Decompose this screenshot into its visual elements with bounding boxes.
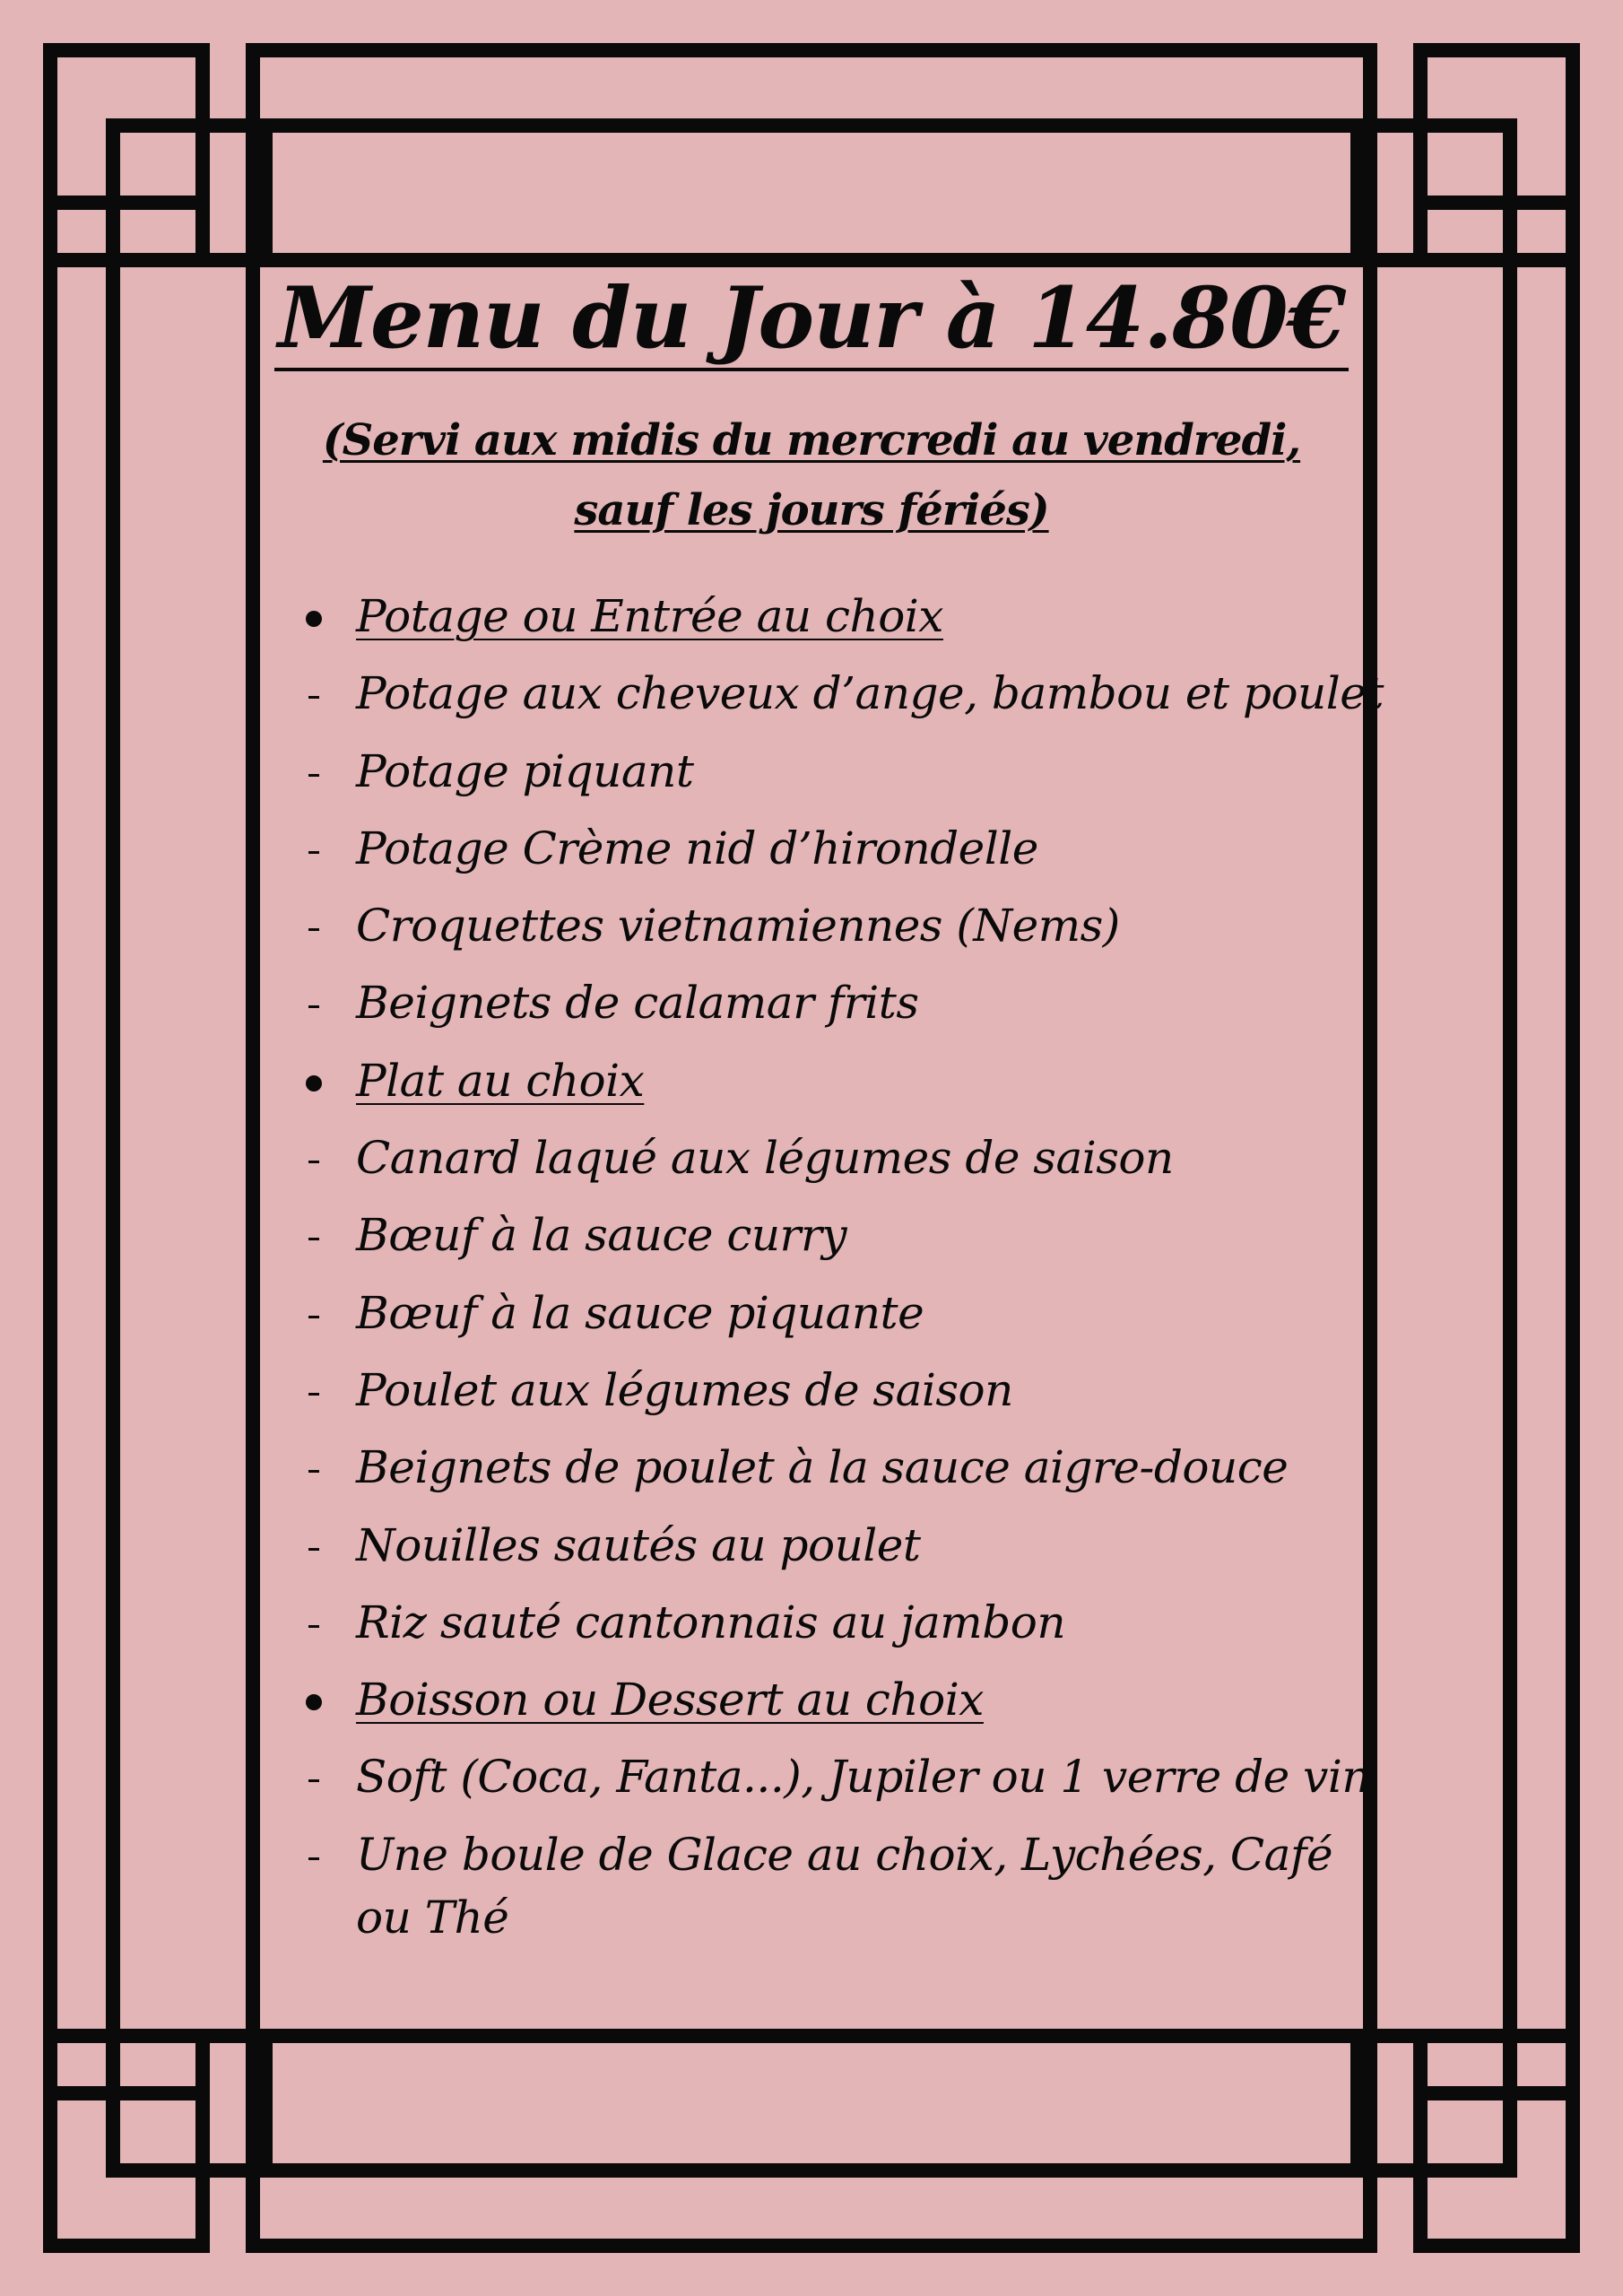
- list-item: [296, 1202, 1372, 1279]
- list-item: [296, 1434, 1372, 1511]
- list-item-text: Poulet aux légumes de saison: [356, 1363, 1013, 1416]
- list-item-text: Potage Crème nid d’hirondelle: [356, 822, 1038, 874]
- corner-ornament-top-left: [50, 50, 265, 260]
- corner-ornament-top-right: [1358, 50, 1573, 260]
- menu-subtitle-line-2: sauf les jours fériés): [574, 485, 1049, 535]
- menu-subtitle-line-1: (Servi aux midis du mercredi au vendredi,: [322, 415, 1301, 465]
- list-item-text: Canard laqué aux légumes de saison: [356, 1132, 1174, 1185]
- section-heading-text: Boisson ou Dessert au choix: [356, 1674, 984, 1726]
- list-item-text: Potage aux cheveux d’ange, bambou et poulet: [356, 667, 1384, 720]
- corner-ornament-bottom-right: [1358, 2036, 1573, 2246]
- list-item: [296, 1744, 1372, 1821]
- list-item-text: Nouilles sautés au poulet: [356, 1518, 921, 1571]
- list-item: [296, 1589, 1372, 1666]
- list-item: [296, 1512, 1372, 1589]
- list-item-text: Bœuf à la sauce curry: [356, 1209, 847, 1262]
- menu-list: [296, 583, 1384, 1949]
- section-heading-text: Potage ou Entrée au choix: [356, 590, 943, 642]
- list-item-text: Une boule de Glace au choix, Lychées, Café ou Thé: [356, 1828, 1333, 1944]
- list-item-text: Soft (Coca, Fanta...), Jupiler ou 1 verre de vin: [356, 1751, 1371, 1804]
- section-heading-starter: [296, 583, 1372, 660]
- list-item: [296, 1822, 1372, 1949]
- section-heading-drink-dessert: [296, 1666, 1372, 1744]
- menu-title-text: Menu du Jour à 14.80€: [274, 269, 1349, 371]
- menu-title: [0, 269, 1623, 368]
- corner-ornament-bottom-left: [50, 2036, 265, 2246]
- list-item: [296, 660, 1384, 737]
- list-item-text: Riz sauté cantonnais au jambon: [356, 1596, 1066, 1648]
- section-heading-main: [296, 1048, 1372, 1125]
- section-heading-text: Plat au choix: [356, 1054, 645, 1107]
- menu-subtitle: [0, 405, 1623, 545]
- list-item-text: Bœuf à la sauce piquante: [356, 1286, 924, 1339]
- list-item: [296, 1280, 1372, 1357]
- list-item: [296, 970, 1372, 1047]
- list-item: [296, 892, 1372, 970]
- list-item-text: Beignets de calamar frits: [356, 977, 919, 1030]
- list-item: [296, 815, 1372, 892]
- list-item: [296, 1125, 1372, 1202]
- list-item: [296, 738, 1372, 815]
- list-item-text: Beignets de poulet à la sauce aigre-douce: [356, 1441, 1289, 1494]
- list-item: [296, 1357, 1372, 1434]
- list-item-text: Croquettes vietnamiennes (Nems): [356, 900, 1120, 952]
- list-item-text: Potage piquant: [356, 744, 694, 797]
